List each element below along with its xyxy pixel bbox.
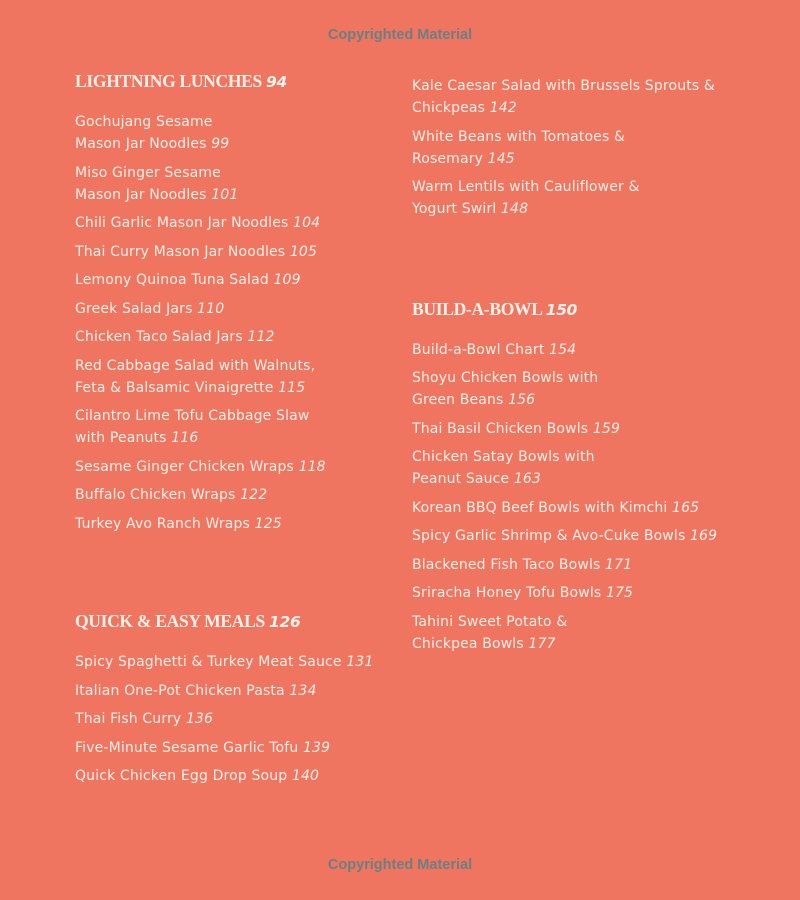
- toc-entry-title-line: [75, 212, 405, 234]
- section-title: QUICK & EASY MEALS: [75, 611, 265, 631]
- toc-entry-page-number: 99: [211, 136, 230, 152]
- toc-entry-title-line: [75, 133, 405, 155]
- toc-entry-page-number: 154: [549, 341, 577, 358]
- toc-entry-title-line: [412, 198, 752, 220]
- section-heading-lightning-lunches: [75, 71, 405, 92]
- toc-left-column: [75, 71, 405, 794]
- toc-entry: [75, 708, 405, 730]
- toc-entry-text: Korean BBQ Beef Bowls with Kimchi: [412, 499, 673, 516]
- toc-entry-page-number: 115: [278, 379, 306, 396]
- toc-list-quick-easy-meals: [75, 651, 405, 787]
- toc-entry-title-line: [75, 456, 405, 478]
- toc-entry-title-line: Shoyu Chicken Bowls with: [412, 370, 599, 386]
- toc-entry-page-number: 148: [501, 201, 529, 217]
- toc-entry: [412, 126, 752, 170]
- toc-entry-page-number: 136: [185, 711, 214, 727]
- toc-entry-page-number: 175: [605, 585, 634, 601]
- toc-entry: [75, 355, 405, 399]
- toc-entry-text: with Peanuts: [75, 430, 172, 446]
- section-title: LIGHTNING LUNCHES: [75, 71, 262, 91]
- toc-entry-page-number: 177: [528, 635, 556, 652]
- toc-entry-title-line: Chicken Satay Bowls with: [412, 449, 595, 465]
- toc-entry-text: Greek Salad Jars: [75, 300, 198, 317]
- toc-entry-page-number: 118: [298, 458, 326, 475]
- toc-entry-text: Chickpeas: [412, 100, 490, 116]
- toc-entry-page-number: 104: [293, 215, 321, 231]
- toc-entry-title-line: [75, 269, 405, 291]
- toc-entry-title-line: [75, 184, 405, 206]
- toc-entry: [75, 212, 405, 234]
- section-page-number: 126: [268, 613, 301, 631]
- toc-entry-text: Buffalo Chicken Wraps: [75, 487, 241, 503]
- toc-entry: [75, 111, 405, 155]
- toc-entry: [412, 446, 752, 490]
- toc-entry-title-line: [412, 97, 752, 119]
- toc-entry: [75, 765, 405, 787]
- toc-entry-page-number: 131: [346, 654, 374, 670]
- toc-entry-title-line: [75, 680, 405, 702]
- toc-entry: [412, 525, 752, 547]
- toc-entry-title-line: Cilantro Lime Tofu Cabbage Slaw: [75, 408, 310, 424]
- toc-entry-page-number: 140: [291, 768, 320, 784]
- toc-entry-title-line: [75, 326, 405, 348]
- toc-entry-text: Thai Fish Curry: [75, 711, 186, 727]
- section-page-number: 150: [545, 300, 578, 319]
- toc-entry-text: Spicy Garlic Shrimp & Avo-Cuke Bowls: [412, 528, 690, 544]
- section-heading-quick-easy-meals: [75, 611, 405, 632]
- toc-entry-title-line: Warm Lentils with Cauliflower &: [412, 179, 640, 195]
- toc-entry-title-line: [412, 633, 752, 655]
- toc-entry-page-number: 169: [690, 528, 718, 544]
- toc-entry-page-number: 125: [254, 515, 282, 532]
- toc-entry-page-number: 159: [592, 420, 621, 437]
- toc-entry: [75, 405, 405, 449]
- toc-entry-title-line: [412, 148, 752, 170]
- toc-entry-page-number: 109: [273, 272, 301, 288]
- toc-entry-title-line: [75, 298, 405, 320]
- toc-entry-text: Lemony Quinoa Tuna Salad: [75, 272, 274, 288]
- toc-entry-page-number: 163: [513, 471, 542, 487]
- toc-entry: [412, 75, 752, 119]
- toc-entry-text: Thai Curry Mason Jar Noodles: [75, 243, 290, 260]
- toc-entry-title-line: Tahini Sweet Potato &: [412, 613, 568, 630]
- toc-entry-title-line: [412, 554, 752, 576]
- toc-entry-title-line: Gochujang Sesame: [75, 114, 213, 130]
- toc-entry-title-line: [412, 468, 752, 490]
- toc-entry-text: Thai Basil Chicken Bowls: [412, 420, 593, 437]
- toc-entry-text: Rosemary: [412, 150, 488, 167]
- toc-entry-text: Yogurt Swirl: [412, 201, 501, 217]
- toc-entry-page-number: 156: [508, 392, 536, 408]
- toc-entry-page-number: 112: [247, 329, 275, 345]
- toc-entry-text: Feta & Balsamic Vinaigrette: [75, 379, 279, 396]
- toc-entry-page-number: 165: [672, 499, 700, 516]
- toc-entry-text: Spicy Spaghetti & Turkey Meat Sauce: [75, 654, 347, 670]
- toc-entry: [75, 298, 405, 320]
- toc-entry-text: Chickpea Bowls: [412, 635, 529, 652]
- toc-entry-title-line: [75, 484, 405, 506]
- toc-entry-text: Turkey Avo Ranch Wraps: [75, 515, 255, 532]
- toc-entry-page-number: 171: [605, 556, 633, 573]
- section-title: BUILD-A-BOWL: [412, 298, 542, 319]
- toc-entry-text: Green Beans: [412, 392, 509, 408]
- toc-entry-text: Quick Chicken Egg Drop Soup: [75, 768, 292, 784]
- toc-entry-text: Sesame Ginger Chicken Wraps: [75, 458, 299, 475]
- toc-entry-title-line: [75, 377, 405, 399]
- toc-entry-page-number: 116: [171, 430, 199, 446]
- toc-entry: [75, 737, 405, 759]
- toc-entry: [412, 367, 752, 411]
- toc-entry: [75, 326, 405, 348]
- toc-entry-title-line: [75, 513, 405, 535]
- toc-list-build-a-bowl: [412, 339, 752, 655]
- toc-entry-page-number: 122: [240, 487, 268, 503]
- toc-entry-title-line: [412, 418, 752, 440]
- toc-entry-title-line: Kale Caesar Salad with Brussels Sprouts &: [412, 78, 715, 94]
- section-heading-build-a-bowl: [412, 299, 752, 320]
- toc-entry-page-number: 110: [197, 300, 225, 317]
- toc-entry-title-line: [75, 737, 405, 759]
- toc-entry: [75, 456, 405, 478]
- toc-entry-page-number: 145: [487, 150, 515, 167]
- toc-entry: [412, 554, 752, 576]
- toc-entry-title-line: [412, 389, 752, 411]
- toc-entry-title-line: White Beans with Tomatoes &: [412, 128, 626, 145]
- toc-entry-text: Blackened Fish Taco Bowls: [412, 556, 606, 573]
- toc-entry-text: Mason Jar Noodles: [75, 136, 212, 152]
- toc-entry-title-line: Miso Ginger Sesame: [75, 164, 221, 181]
- toc-list-continued: [412, 75, 752, 220]
- toc-entry: [75, 269, 405, 291]
- toc-entry: [75, 651, 405, 673]
- toc-entry-text: Sriracha Honey Tofu Bowls: [412, 585, 606, 601]
- toc-entry-page-number: 105: [289, 243, 318, 260]
- toc-entry-title-line: [75, 241, 405, 263]
- toc-entry: [412, 611, 752, 655]
- toc-entry: [412, 176, 752, 220]
- toc-entry-title-line: [75, 651, 405, 673]
- toc-entry: [412, 418, 752, 440]
- section-page-number: 94: [266, 73, 288, 91]
- toc-entry-text: Peanut Sauce: [412, 471, 514, 487]
- toc-entry: [412, 339, 752, 361]
- toc-entry-page-number: 139: [302, 739, 331, 756]
- toc-entry-title-line: [75, 765, 405, 787]
- toc-entry: [412, 582, 752, 604]
- toc-entry-title-line: Red Cabbage Salad with Walnuts,: [75, 357, 316, 374]
- toc-entry: [75, 513, 405, 535]
- toc-entry: [75, 162, 405, 206]
- toc-entry-title-line: [75, 708, 405, 730]
- toc-entry-title-line: [75, 427, 405, 449]
- toc-entry-text: Italian One-Pot Chicken Pasta: [75, 682, 290, 699]
- toc-entry-text: Build-a-Bowl Chart: [412, 341, 550, 358]
- toc-entry-title-line: [412, 339, 752, 361]
- toc-entry-text: Chicken Taco Salad Jars: [75, 329, 248, 345]
- toc-list-lightning-lunches: [75, 111, 405, 535]
- toc-entry-text: Five-Minute Sesame Garlic Tofu: [75, 739, 303, 756]
- toc-entry: [412, 497, 752, 519]
- copyright-watermark-bottom: Copyrighted Material: [327, 857, 473, 873]
- toc-entry: [75, 680, 405, 702]
- toc-entry-page-number: 134: [289, 682, 317, 699]
- copyright-watermark-top: Copyrighted Material: [327, 27, 473, 43]
- toc-right-column: [412, 75, 752, 661]
- toc-entry-title-line: [412, 525, 752, 547]
- toc-entry: [75, 484, 405, 506]
- toc-entry-page-number: 142: [489, 100, 517, 116]
- toc-entry-title-line: [412, 497, 752, 519]
- toc-entry-title-line: [412, 582, 752, 604]
- toc-entry-text: Chili Garlic Mason Jar Noodles: [75, 215, 294, 231]
- toc-entry: [75, 241, 405, 263]
- toc-entry-text: Mason Jar Noodles: [75, 186, 212, 203]
- toc-entry-page-number: 101: [211, 186, 239, 203]
